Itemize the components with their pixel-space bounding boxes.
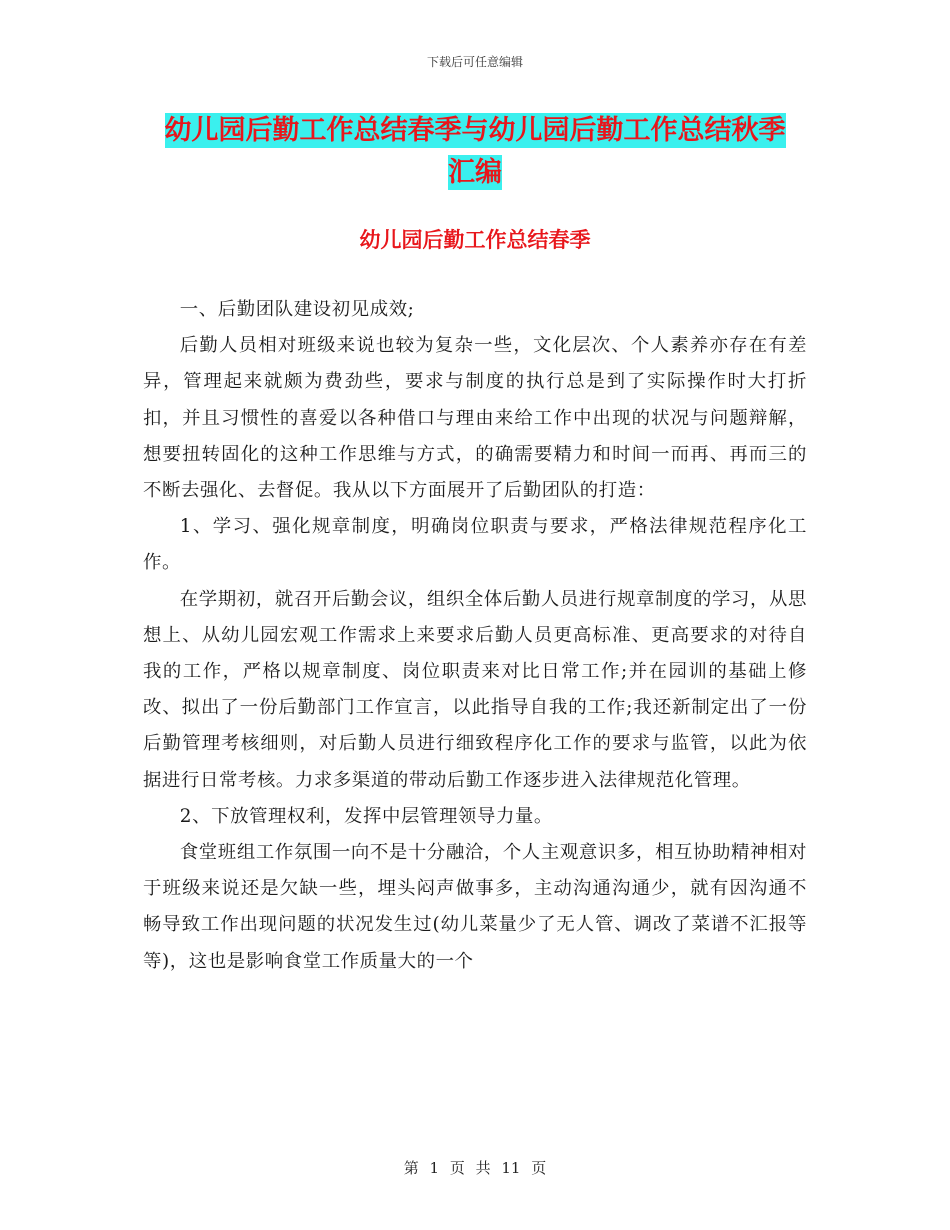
- paragraph: 一、后勤团队建设初见成效;: [179, 299, 415, 320]
- page-footer: 第 1 页 共 11 页: [403, 1159, 547, 1177]
- document-title: [143, 110, 807, 194]
- paragraph: 后勤人员相对班级来说也较为复杂一些，文化层次、个人素养亦存在有差异，管理起来就颇为费劲些，要求与制度的执行总是到了实际操作时大打折扣，并且习惯性的喜爱以各种借口与理由来给工作中出现的状况与问题辩解，想要扭转固化的这种工作思维与方式，的确需要精力和时间一而再、再而三的不断去强化、去督促。我从以下方面展开了后勤团队的打造：: [143, 335, 807, 502]
- title-line-2: 汇编: [448, 157, 502, 188]
- title-line-1: 幼儿园后勤工作总结春季与幼儿园后勤工作总结秋季: [164, 115, 786, 146]
- section-title: 幼儿园后勤工作总结春季: [359, 228, 591, 252]
- paragraph: 食堂班组工作氛围一向不是十分融洽，个人主观意识多，相互协助精神相对于班级来说还是欠缺一些，埋头闷声做事多，主动沟通沟通少，就有因沟通不畅导致工作出现问题的状况发生过(幼儿菜量少了无人管、调改了菜谱不汇报等等)，这也是影响食堂工作质量大的一个: [143, 842, 807, 972]
- paragraph: 2、下放管理权利，发挥中层管理领导力量。: [179, 805, 553, 827]
- header-note: 下载后可任意编辑: [426, 55, 523, 69]
- paragraph: 1、学习、强化规章制度，明确岗位职责与要求，严格法律规范程序化工作。: [143, 516, 807, 574]
- body-text: [143, 292, 807, 980]
- paragraph: 在学期初，就召开后勤会议，组织全体后勤人员进行规章制度的学习，从思想上、从幼儿园宏观工作需求上来要求后勤人员更高标准、更高要求的对待自我的工作，严格以规章制度、岗位职责来对比日常工作;并在园训的基础上修改、拟出了一份后勤部门工作宣言，以此指导自我的工作;我还新制定出了一份后勤管理考核细则，对后勤人员进行细致程序化工作的要求与监管，以此为依据进行日常考核。力求多渠道的带动后勤工作逐步进入法律规范化管理。: [143, 588, 807, 791]
